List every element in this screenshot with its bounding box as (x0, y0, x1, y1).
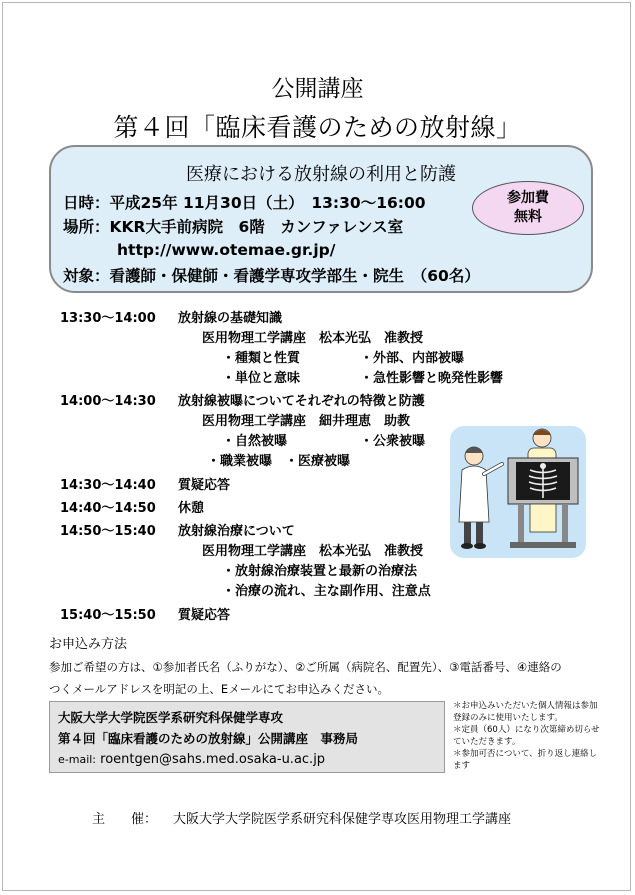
schedule-topic: 質疑応答 (178, 608, 231, 623)
schedule-bullet: ・自然被曝 (222, 434, 288, 449)
schedule-bullet: ・単位と意味 (222, 371, 301, 386)
schedule-bullet: ・職業被曝 ・医療被曝 (207, 454, 351, 469)
schedule-bullet: ・治療の流れ、主な副作用、注意点 (222, 584, 431, 599)
schedule-topic: 休憩 (178, 501, 205, 516)
header-subtitle: 第４回「臨床看護のための放射線」 (113, 113, 522, 142)
schedule-time: 13:30～14:00 (60, 311, 156, 326)
footer (92, 808, 511, 827)
schedule-topic: 質疑応答 (178, 478, 231, 493)
schedule-lecturer: 医用物理工学講座 細井理恵 助教 (202, 414, 411, 429)
schedule-bullet: ・公衆被曝 (360, 434, 426, 449)
schedule-bullet: ・急性影響と晩発性影響 (360, 371, 504, 386)
contact-office: 第４回「臨床看護のための放射線」公開講座 事務局 (58, 731, 359, 746)
xray-illustration-icon (448, 418, 588, 560)
schedule-bullet: ・放射線治療装置と最新の治療法 (222, 564, 418, 579)
application-heading: お申込み方法 (49, 637, 128, 652)
note-item: ＊参加可否について、折り返し連絡します (453, 749, 598, 771)
contact-org: 大阪大学大学院医学系研究科保健学専攻 (58, 710, 284, 725)
application-text (49, 656, 589, 700)
note-item: ＊お申込みいただいた個人情報は参加登録のみに使用いたします。 (453, 701, 598, 723)
fee-badge (472, 181, 584, 235)
schedule-lecturer: 医用物理工学講座 松本光弘 准教授 (202, 331, 424, 346)
schedule-topic: 放射線被曝についてそれぞれの特徴と防護 (178, 394, 425, 409)
fee-label: 参加費 (507, 190, 549, 206)
info-url[interactable]: http://www.otemae.gr.jp/ (117, 241, 336, 259)
schedule-time: 14:50～15:40 (60, 524, 156, 539)
info-venue: 場所：KKR大手前病院 6階 カンファレンス室 (63, 218, 404, 236)
info-datetime: 日時：平成25年 11月30日（土） 13:30～16:00 (63, 194, 426, 212)
schedule-topic: 放射線治療について (178, 524, 295, 539)
contact-box (49, 701, 445, 773)
schedule-time: 15:40～15:50 (60, 608, 156, 623)
note-item: ＊定員（60人）になり次第締め切らせていただきます。 (453, 725, 600, 747)
email-label: e-mail: (58, 753, 97, 766)
fee-value: 無料 (514, 209, 542, 225)
schedule-time: 14:40～14:50 (60, 501, 156, 516)
info-target: 対象：看護師・保健師・看護学専攻学部生・院生 （60名） (63, 267, 480, 285)
application-line: つくメールアドレスを明記の上、Eメールにてお申込みください。 (49, 682, 389, 696)
schedule-time: 14:30～14:40 (60, 478, 156, 493)
footer-label: 主 催： (92, 812, 158, 827)
schedule-topic: 放射線の基礎知識 (178, 311, 283, 326)
header-title: 公開講座 (271, 76, 364, 102)
schedule-lecturer: 医用物理工学講座 松本光弘 准教授 (202, 544, 424, 559)
footer-organizer: 大阪大学大学院医学系研究科保健学専攻医用物理工学講座 (173, 812, 512, 827)
contact-email[interactable]: roentgen@sahs.med.osaka-u.ac.jp (100, 752, 326, 767)
schedule-bullet: ・外部、内部被曝 (360, 351, 465, 366)
application-line: 参加ご希望の方は、①参加者氏名（ふりがな）、②ご所属（病院名、配置先）、③電話番号、④連絡の (49, 660, 562, 674)
notes (453, 700, 603, 772)
schedule-time: 14:00～14:30 (60, 394, 156, 409)
contact-email-row (58, 752, 325, 767)
info-subtitle: 医療における放射線の利用と防護 (186, 164, 456, 185)
schedule-bullet: ・種類と性質 (222, 351, 301, 366)
